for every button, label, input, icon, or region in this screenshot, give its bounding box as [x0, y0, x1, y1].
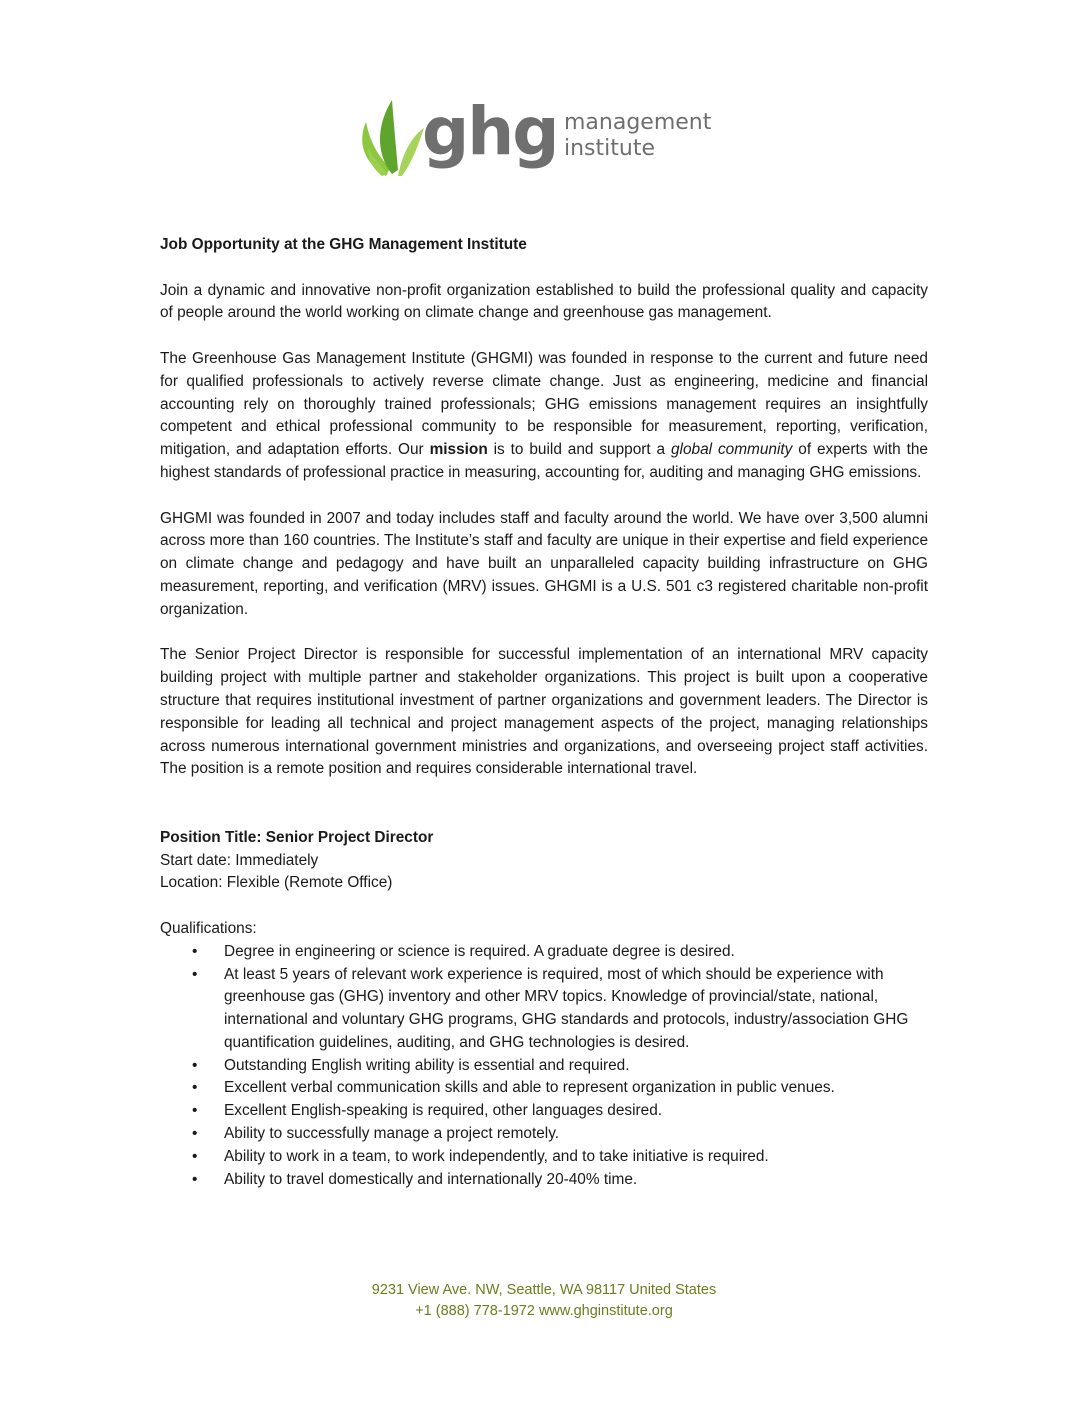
list-item: • Ability to successfully manage a project remotely. — [160, 1123, 928, 1146]
bullet-icon: • — [192, 1079, 198, 1097]
global-community-emphasis: global community — [671, 441, 793, 459]
about-text-1: The Greenhouse Gas Management Institute (GHGMI) was founded in response to the current and future need for qualified professionals to actively reverse climate change. Just as engineering, medicine and financial accounting rely on thoroughly trained professionals; GHG emissions management requires an insightfully competent and ethical professional community to be responsible for measurement, reporting, verification, mitigation, and adaptation efforts. Our — [160, 349, 928, 459]
role-paragraph: The Senior Project Director is responsible for successful implementation of an international MRV capacity building project with multiple partner and stakeholder organizations. This project is built upon a cooperative structure that requires institutional investment of partner organizations and government leaders. The Director is responsible for leading all technical and project management aspects of the project, managing relationships across numerous international government ministries and organizations, and overseeing project staff activities. The position is a remote position and requires considerable international travel. — [160, 646, 928, 778]
mission-emphasis: mission — [429, 441, 488, 459]
footer-contact[interactable]: +1 (888) 778-1972 www.ghginstitute.org — [415, 1303, 673, 1319]
position-title: Position Title: Senior Project Director — [160, 828, 434, 846]
bullet-icon: • — [192, 1125, 198, 1143]
list-item: • Excellent verbal communication skills and able to represent organization in public venues. — [160, 1077, 928, 1100]
bullet-icon: • — [192, 1170, 198, 1188]
bullet-icon: • — [192, 1056, 198, 1074]
bullet-icon: • — [192, 1147, 198, 1165]
bullet-icon: • — [192, 965, 198, 983]
list-item: • Ability to work in a team, to work independently, and to take initiative is required. — [160, 1146, 928, 1169]
logo-wordmark: ghg — [422, 93, 558, 170]
page-footer — [0, 1280, 1088, 1322]
location: Location: Flexible (Remote Office) — [160, 874, 393, 892]
position-block — [160, 827, 928, 895]
list-item: • Outstanding English writing ability is essential and required. — [160, 1055, 928, 1078]
bullet-icon: • — [192, 942, 198, 960]
qualifications-label: Qualifications: — [160, 919, 257, 937]
start-date: Start date: Immediately — [160, 851, 319, 869]
footer-address: 9231 View Ave. NW, Seattle, WA 98117 United States — [371, 1282, 717, 1298]
about-text-3: of experts with the highest standards of professional practice in measuring, accounting for, auditing and managing GHG emissions. — [160, 441, 928, 481]
list-item: • Degree in engineering or science is required. A graduate degree is desired. — [160, 941, 928, 964]
logo-subtitle — [564, 110, 711, 162]
logo-subtitle-line1: management — [564, 110, 712, 135]
ghgmi-logo — [356, 93, 736, 180]
history-paragraph: GHGMI was founded in 2007 and today includes staff and faculty around the world. We have over 3,500 alumni across more than 160 countries. The Institute’s staff and faculty are unique in their expertise and field experience on climate change and pedagogy and have built an unparalleled capacity building infrastructure on GHG measurement, reporting, and verification (MRV) issues. GHGMI is a U.S. 501 c3 registered charitable non-profit organization. — [160, 509, 928, 618]
intro-paragraph: Join a dynamic and innovative non-profit organization established to build the professional quality and capacity of people around the world working on climate change and greenhouse gas management. — [160, 281, 928, 322]
leaf-icon — [356, 96, 426, 180]
about-paragraph — [160, 348, 928, 485]
bullet-icon: • — [192, 1102, 198, 1120]
list-item: • At least 5 years of relevant work experience is required, most of which should be experience with greenhouse gas (GHG) inventory and other MRV topics. Knowledge of provincial/state, national, international and voluntary GHG programs, GHG standards and protocols, industry/association GHG quantification guidelines, auditing, and GHG technologies is desired. — [192, 965, 909, 1051]
page-title: Job Opportunity at the GHG Management Institute — [160, 236, 527, 253]
qualifications-list — [160, 941, 928, 1192]
about-text-2: is to build and support a — [487, 441, 671, 459]
list-item: • Ability to travel domestically and internationally 20-40% time. — [160, 1169, 928, 1192]
logo-subtitle-line2: institute — [564, 136, 655, 161]
list-item: • Excellent English-speaking is required, other languages desired. — [160, 1100, 928, 1123]
document-body — [160, 234, 928, 1191]
